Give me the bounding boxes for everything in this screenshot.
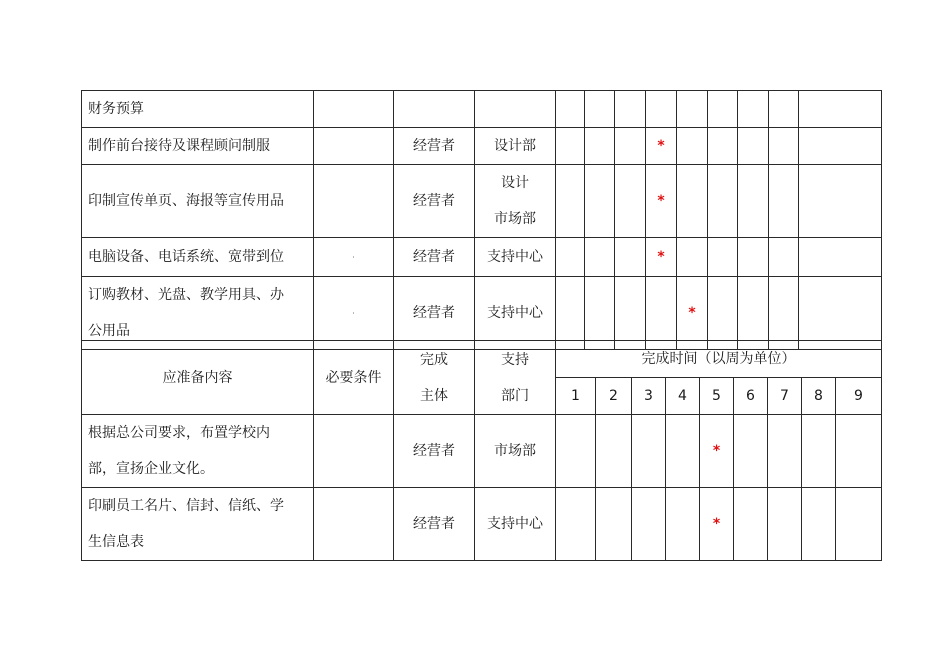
week-cell [615, 238, 646, 277]
week-cell [615, 128, 646, 165]
subject-cell: 经营者 [394, 277, 475, 350]
table-row [82, 488, 882, 561]
week-cell [677, 91, 708, 128]
week-header: 5 [700, 378, 734, 415]
week-cell [738, 91, 769, 128]
subject-cell: 经营者 [394, 238, 475, 277]
content-line: 根据总公司要求，布置学校内 [88, 425, 270, 441]
table-row [82, 277, 882, 350]
condition-cell [314, 277, 394, 350]
table-row [82, 165, 882, 238]
week-cell [708, 91, 738, 128]
content-cell: 财务预算 [82, 91, 314, 128]
table-row [82, 415, 882, 488]
week-cell [708, 165, 738, 238]
milestone-star-icon: * [688, 305, 696, 321]
content-line: 公用品 [88, 323, 130, 339]
dept-cell: 支持中心 [475, 488, 556, 561]
week-cell [632, 488, 666, 561]
week-header: 7 [768, 378, 802, 415]
milestone-star-icon: * [657, 249, 665, 265]
week-cell [677, 238, 708, 277]
week-cell [615, 277, 646, 350]
content-cell [82, 488, 314, 561]
week-cell [836, 488, 882, 561]
week-cell [585, 128, 615, 165]
week-cell [738, 165, 769, 238]
header-time: 完成时间（以周为单位） [556, 341, 882, 378]
subject-cell: 经营者 [394, 415, 475, 488]
header-content: 应准备内容 [82, 341, 314, 415]
week-cell [646, 128, 677, 165]
week-cell [596, 488, 632, 561]
week-cell [769, 238, 799, 277]
week-cell [799, 128, 882, 165]
schedule-table-bottom [81, 340, 882, 561]
milestone-star-icon: * [712, 516, 721, 532]
dept-cell: 市场部 [475, 415, 556, 488]
week-cell [556, 238, 585, 277]
milestone-star-icon: * [712, 443, 721, 459]
condition-dot: · [352, 309, 355, 318]
week-cell [632, 415, 666, 488]
week-cell [615, 165, 646, 238]
week-cell [799, 165, 882, 238]
table-row [82, 238, 882, 277]
dept-cell: 支持中心 [475, 238, 556, 277]
week-cell [646, 165, 677, 238]
condition-cell [314, 415, 394, 488]
milestone-star-icon: * [657, 193, 665, 209]
week-cell [769, 128, 799, 165]
table-row [82, 128, 882, 165]
content-cell [82, 277, 314, 350]
week-cell [738, 238, 769, 277]
week-cell [799, 277, 882, 350]
condition-cell [314, 165, 394, 238]
dept-line: 市场部 [494, 211, 536, 227]
dept-cell [475, 165, 556, 238]
week-cell [738, 277, 769, 350]
week-cell [585, 238, 615, 277]
week-cell [769, 165, 799, 238]
week-cell [768, 488, 802, 561]
week-cell [666, 415, 700, 488]
week-cell [708, 277, 738, 350]
condition-dot: · [352, 253, 355, 262]
schedule-table-top [81, 90, 882, 350]
subject-cell: 经营者 [394, 128, 475, 165]
week-cell [646, 277, 677, 350]
content-line: 生信息表 [88, 534, 144, 550]
week-header: 4 [666, 378, 700, 415]
week-cell [556, 165, 585, 238]
content-cell: 电脑设备、电话系统、宽带到位 [82, 238, 314, 277]
week-header: 1 [556, 378, 596, 415]
week-cell [836, 415, 882, 488]
week-cell [596, 415, 632, 488]
condition-cell [314, 238, 394, 277]
week-cell [738, 128, 769, 165]
week-header: 8 [802, 378, 836, 415]
content-cell: 印制宣传单页、海报等宣传用品 [82, 165, 314, 238]
content-line: 印刷员工名片、信封、信纸、学 [88, 498, 284, 514]
week-cell [556, 277, 585, 350]
week-header: 9 [836, 378, 882, 415]
week-cell [802, 488, 836, 561]
week-cell [708, 238, 738, 277]
subject-cell [394, 91, 475, 128]
content-line: 部，宣扬企业文化。 [88, 461, 214, 477]
header-condition: 必要条件 [314, 341, 394, 415]
week-cell [700, 415, 734, 488]
week-cell [769, 277, 799, 350]
week-cell [677, 128, 708, 165]
dept-cell [475, 91, 556, 128]
week-cell [615, 91, 646, 128]
condition-cell [314, 128, 394, 165]
header-dept-line: 部门 [501, 387, 529, 404]
week-cell [734, 415, 768, 488]
header-subject-line: 完成 [420, 351, 448, 368]
dept-cell: 支持中心 [475, 277, 556, 350]
week-cell [585, 165, 615, 238]
week-cell [700, 488, 734, 561]
week-header: 6 [734, 378, 768, 415]
week-cell [768, 415, 802, 488]
content-line: 订购教材、光盘、教学用具、办 [88, 287, 284, 303]
milestone-star-icon: * [657, 138, 665, 154]
week-cell [799, 238, 882, 277]
week-header: 3 [632, 378, 666, 415]
week-cell [556, 415, 596, 488]
condition-cell [314, 91, 394, 128]
week-header: 2 [596, 378, 632, 415]
condition-cell [314, 488, 394, 561]
header-subject-line: 主体 [420, 387, 448, 404]
week-cell [646, 238, 677, 277]
week-cell [708, 128, 738, 165]
week-cell [556, 488, 596, 561]
content-cell [82, 415, 314, 488]
week-cell [666, 488, 700, 561]
subject-cell: 经营者 [394, 165, 475, 238]
week-cell [677, 165, 708, 238]
week-cell [799, 91, 882, 128]
week-cell [677, 277, 708, 350]
table-row [82, 91, 882, 128]
week-cell [734, 488, 768, 561]
week-cell [769, 91, 799, 128]
week-cell [556, 128, 585, 165]
header-dept-line: 支持 [501, 351, 529, 368]
header-dept [475, 341, 556, 415]
header-subject [394, 341, 475, 415]
header-row [82, 341, 882, 378]
week-cell [802, 415, 836, 488]
dept-cell: 设计部 [475, 128, 556, 165]
week-cell [556, 91, 585, 128]
subject-cell: 经营者 [394, 488, 475, 561]
week-cell [585, 277, 615, 350]
week-cell [646, 91, 677, 128]
dept-line: 设计 [501, 175, 529, 191]
week-cell [585, 91, 615, 128]
content-cell: 制作前台接待及课程顾问制服 [82, 128, 314, 165]
